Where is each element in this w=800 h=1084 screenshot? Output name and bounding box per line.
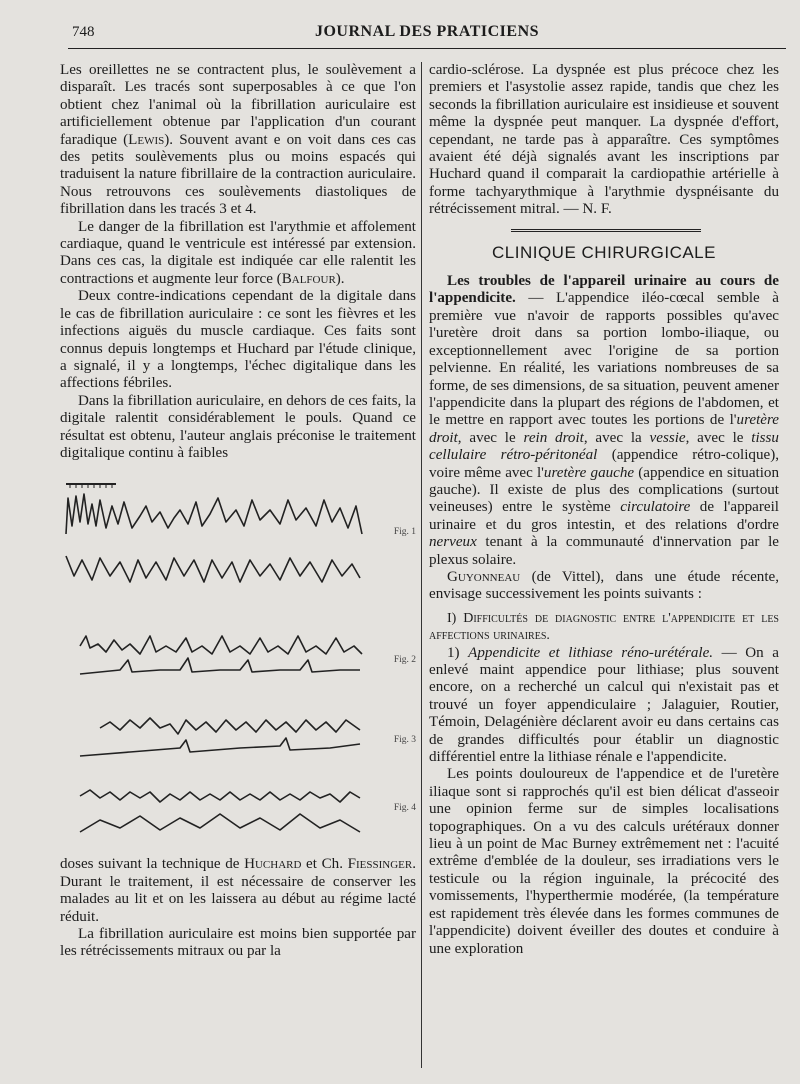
ecg-tracings-figure [60, 476, 416, 844]
paragraph: Dans la fibrillation auriculaire, en dehors de ces faits, la digitale ralentit considérablement le pouls. Quand ce résultat est obtenu, l'auteur anglais préconise le traitement digitalique continu à faibles [60, 392, 416, 461]
paragraph: Les points douloureux de l'appendice et de l'uretère iliaque sont si rapprochés qu'il est bien délicat d'asseoir une opinion ferme sur de simples localisations topographiques. On a vu des calculs urétéraux donner lieu à un point de Mac Burney extrêmement net : l'acuité extrême d'emblée de la douleur, ses irradiations vers le testicule ou la région inguinale, la précocité des vomissements, l'hyperthermie modérée, (la température est rapidement très élevée dans les formes communes de l'appendicite) doivent éveiller des doutes et conduire à une exploration [429, 766, 779, 957]
ecg-tracings [60, 476, 390, 844]
page-number: 748 [72, 24, 95, 40]
paragraph: 1) Appendicite et lithiase réno-urétérale. — On a enlevé maint appendice pour lithiase; plus souvent encore, on a recherché un calcul qui n'existait pas et trouvé un foyer appendiculaire ; Jalaguier, Routier, Témoin, Delagénière déclarent avoir eu dans certains cas de grandes difficultés pour établir un diagnostic différentiel entre la lithiase rénale e l'appendicite. [429, 644, 779, 766]
paragraph: La fibrillation auriculaire est moins bien supportée par les rétrécissements mitraux ou par la [60, 925, 416, 960]
paragraph: cardio-sclérose. La dyspnée est plus précoce chez les premiers et l'asystolie assez rapide, tandis que chez les seconds la fibrillation auriculaire est insidieuse et souvent même la dyspnée peut manquer. La dyspnée d'effort, cependant, ne tarde pas à apparaître. Ces symptômes avaient été déjà signalés avant les inscriptions par Huchard quand il comparait la cardiopathie artérielle à forme tachyarythmique à l'arythmie dyspnéisante du rétrécissement mitral. — N. F. [429, 62, 779, 218]
article-paragraph: Les troubles de l'appareil urinaire au cours de l'appendicite. — L'appendice iléo-cœcal semble à première vue n'avoir de rapports possibles qu'avec l'uretère droit dans sa portion lombo-iliaque, ou exceptionnellement avec l'origine de sa portion pelvienne. En réalité, les variations nombreuses de sa forme, de ses dimensions, de sa situation, peuvent amener l'appendicite dans la plupart des régions de l'abdomen, et le mettre en rapport avec toutes les portions de l'uretère droit, avec le rein droit, avec la vessie, avec le tissu cellulaire rétro-péritonéal (appendice rétro-colique), voire même avec l'uretère gauche (appendice en situation gauche). Il existe de plus des complications (surtout veineuses) entre le système circulatoire de l'appareil urinaire et du gros intestin, et des relations d'ordre nerveux tenant à la communauté d'innervation par le plexus solaire. [429, 273, 780, 568]
journal-title: JOURNAL DES PRATICIENS [314, 23, 540, 40]
subheading: I) Difficultés de diagnostic entre l'appendicite et les affections urinaires. [429, 610, 779, 644]
figure-label-4: Fig. 4 [393, 803, 416, 814]
paragraph: doses suivant la technique de Huchard et Ch. Fiessinger. Durant le traitement, il est nécessaire de conserver les malades au lit et on les laissera au début au régime lacté réduit. [60, 856, 416, 925]
paragraph: Deux contre-indications cependant de la digitale dans le cas de fibrillation auriculaire : ce sont les fièvres et les infections aiguës du muscle cardiaque. Ces faits sont connus depuis longtemps et Huchard par l'étude clinique, a signalé, il y a longtemps, l'échec digitalique dans les affections fébriles. [60, 288, 416, 392]
article-title: Les troubles de l'appareil urinaire au cours de l'appendicite. [429, 273, 779, 307]
paragraph: Les oreillettes ne se contractent plus, le soulèvement a disparaît. Les tracés sont superposables à ce que l'on obtient chez l'animal où la fibrillation auriculaire est artificiellement obtenue par l'application d'un courant faradique (Lewis). Souvent avant e on voit dans ces cas des petits soulèvements plus ou moins espacés qui traduisent la nature fibrillaire de la contraction auriculaire. Nous retrouvons ces soulèvements diastoliques de fibrillation dans les tracés 3 et 4. [60, 62, 416, 218]
paragraph: Guyonneau (de Vittel), dans une étude récente, envisage successivement les points suivants : [429, 568, 779, 603]
section-title: CLINIQUE CHIRURGICALE [492, 242, 716, 262]
right-column [429, 62, 779, 958]
figure-label-2: Fig. 2 [393, 655, 416, 666]
section-rule [511, 229, 701, 234]
figure-label-3: Fig. 3 [393, 735, 416, 746]
figure-label-1: Fig. 1 [393, 527, 416, 538]
paragraph: Le danger de la fibrillation est l'arythmie et affolement cardiaque, quand le ventricule est intéressé par extension. Dans ces cas, la digitale est indiquée car elle ralentit les contractions et augmente leur force (Balfour). [60, 218, 416, 287]
left-column [60, 62, 416, 961]
column-divider [421, 62, 422, 1068]
page-header [68, 20, 786, 49]
